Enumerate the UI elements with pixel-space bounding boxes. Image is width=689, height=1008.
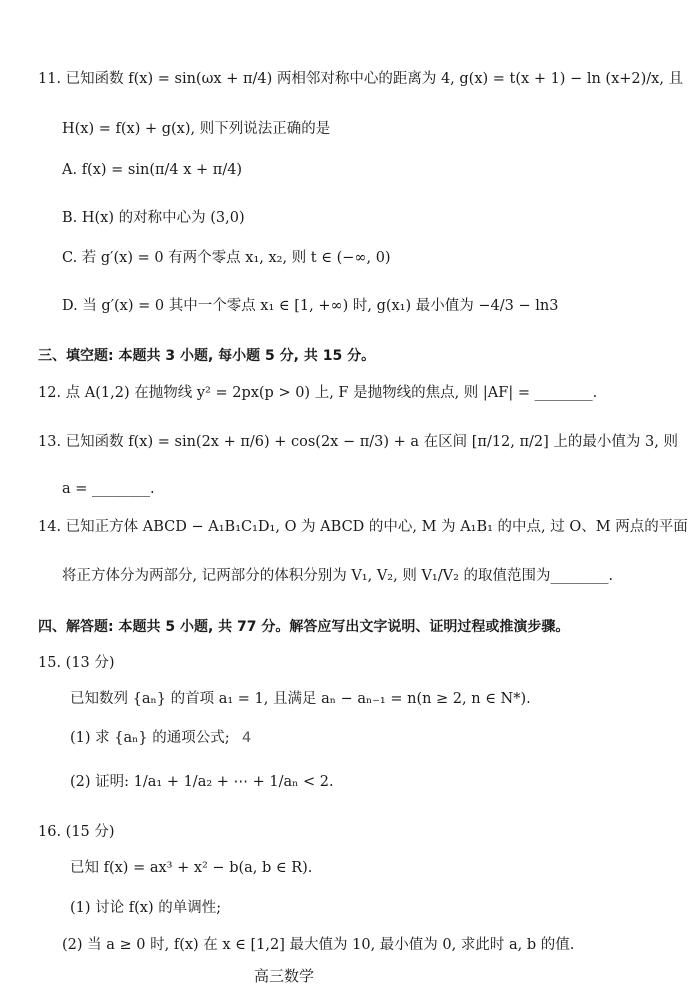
q11-option-d: D. 当 g′(x) = 0 其中一个零点 x₁ ∈ [1, +∞) 时, g(x₁) 最小值为 −4/3 − ln3 — [62, 298, 559, 314]
q15-stem: 已知数列 {aₙ} 的首项 a₁ = 1, 且满足 aₙ − aₙ₋₁ = n(n ≥ 2, n ∈ N*). — [70, 691, 531, 707]
q12-text: 12. 点 A(1,2) 在抛物线 y² = 2px(p > 0) 上, F 是抛物线的焦点, 则 |AF| = ________. — [38, 385, 598, 401]
q11-option-b: B. H(x) 的对称中心为 (3,0) — [62, 210, 245, 226]
q16-stem: 已知 f(x) = ax³ + x² − b(a, b ∈ R). — [70, 860, 313, 876]
q14-line2: 将正方体分为两部分, 记两部分的体积分别为 V₁, V₂, 则 V₁/V₂ 的取值范围为________. — [62, 568, 614, 584]
handwritten-mark: 4 — [242, 730, 252, 746]
q11-stem-line2: H(x) = f(x) + g(x), 则下列说法正确的是 — [62, 121, 331, 137]
q13-line1: 13. 已知函数 f(x) = sin(2x + π/6) + cos(2x − π/3) + a 在区间 [π/12, π/2] 上的最小值为 3, 则 — [38, 434, 678, 450]
q15-header: 15. (13 分) — [38, 655, 115, 671]
q16-part1: (1) 讨论 f(x) 的单调性; — [70, 900, 222, 916]
q14-line1: 14. 已知正方体 ABCD − A₁B₁C₁D₁, O 为 ABCD 的中心, M 为 A₁B₁ 的中点, 过 O、M 两点的平面 — [38, 519, 688, 535]
q11-option-a: A. f(x) = sin(π/4 x + π/4) — [62, 162, 243, 178]
section-fill-in-heading: 三、填空题: 本题共 3 小题, 每小题 5 分, 共 15 分。 — [38, 348, 376, 364]
q15-part1: (1) 求 {aₙ} 的通项公式; — [70, 730, 230, 746]
section-answer-heading: 四、解答题: 本题共 5 小题, 共 77 分。解答应写出文字说明、证明过程或推演步骤。 — [38, 619, 570, 635]
q13-line2: a = ________. — [62, 481, 155, 497]
q16-header: 16. (15 分) — [38, 824, 115, 840]
q11-option-c: C. 若 g′(x) = 0 有两个零点 x₁, x₂, 则 t ∈ (−∞, 0) — [62, 250, 391, 266]
page-footer: 高三数学 — [254, 967, 315, 985]
q15-part2: (2) 证明: 1/a₁ + 1/a₂ + ⋯ + 1/aₙ < 2. — [70, 774, 334, 790]
q11-stem-line1: 11. 已知函数 f(x) = sin(ωx + π/4) 两相邻对称中心的距离为 4, g(x) = t(x + 1) − ln (x+2)/x, 且 — [38, 71, 684, 87]
q16-part2: (2) 当 a ≥ 0 时, f(x) 在 x ∈ [1,2] 最大值为 10, 最小值为 0, 求此时 a, b 的值. — [62, 937, 575, 953]
